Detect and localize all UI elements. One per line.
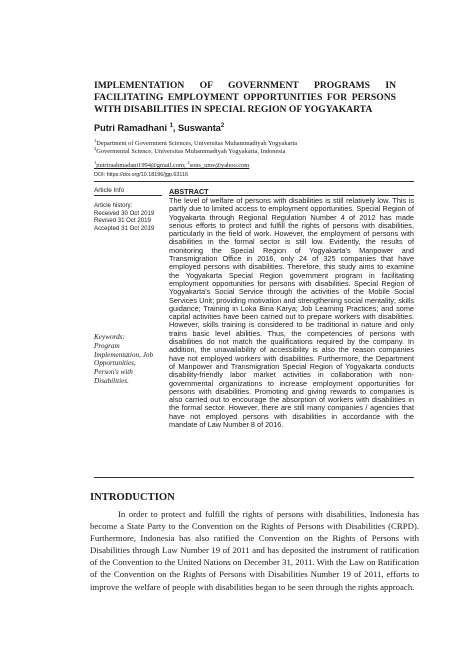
revised-date: Revised 31 Oct 2019 [94, 217, 151, 225]
author-superscript: 1 [169, 123, 173, 129]
affiliation-2 [94, 145, 285, 156]
introduction-heading: INTRODUCTION [90, 492, 175, 503]
divider-bottom [94, 477, 414, 478]
email-link[interactable]: sons_unw@yahoo.com [189, 162, 250, 170]
affiliation-superscript: 1 [94, 138, 97, 143]
email-link[interactable]: putriraahmadani1994@gmail.com [96, 162, 184, 170]
affiliation-text: Department of Government Sciences, Universitas Muhammadiyah Yogyakarta [96, 140, 298, 148]
author-superscript: 2 [220, 123, 225, 129]
divider-top [94, 181, 414, 182]
received-date: Received 30 Oct 2019 [94, 209, 155, 217]
email-superscript: 1 [94, 160, 97, 165]
author-line: Putri Ramadhani $^1$, Suswanta$^2$ [94, 123, 225, 134]
affiliation-text: Govermental Science, Universitas Muhammadiyah Yogyakarta, Indonesia [96, 148, 286, 156]
article-history [94, 202, 154, 233]
email-superscript: 2 [187, 160, 190, 165]
email-line: $^1$putriraahmadani1994@gmail.com; $^2$sons_unw@yahoo.com [94, 160, 250, 170]
author-name: Suswanta [178, 123, 221, 134]
abstract-body: The level of welfare of persons with disabilities is still relatively low. This is partly due to limited access to employment opportunities. Special Region of Yogyakarta through Regional Regulation Number 4 of 2012 has made serious efforts to protect and fulfill the rights of persons with disabilities, particularly in the field of work. However, the employment of persons with disabilities in the formal sector is still low. Evidently, the results of monitoring the Special Region of Yogyakarta's Manpower and Transmigration Office in 2016, only 24 of 325 companies that have employed persons with disabilities. Therefore, this study aims to examine the Yogyakarta Special Region government program in facilitating employment opportunities for persons with disabilities. Special Region of Yogyakarta's Social Service through the activities of the Mobile Social Services Unit; providing motivation and strengthening social mentality; skills guidance; Training in Loka Bina Karya; Job Learning Practices; and some capital activities have been carried out to prepare workers with disabilities. However, skills training is considered to be traditional in nature and only trains basic level abilities. Thus, the competencies of persons with disabilities do not match the qualifications required by the company. In addition, the unavailability of accessibility is also the reason companies have not employed workers with disabilities. Furthermore, the Department of Manpower and Transmigration Special Region of Yogyakarta conducts disability-friendly labor market activities in collaboration with non-governmental organizations to increase employment opportunities for persons with disabilities. Promoting and giving rewards to companies is also carried out to encourage the absorption of workers with disabilities in the formal sector. However, there are still many companies / agencies that have not employed persons with disabilities in accordance with the mandate of Law Number 8 of 2016. [169, 196, 414, 430]
doi-link[interactable]: DOI: https://doi.org/10.18196/jgp.63116 [94, 172, 189, 178]
article-info-label: Article Info [94, 187, 125, 194]
accepted-date: Accepted 31 Oct 2019 [94, 225, 155, 233]
keywords-text: Program Implementation, Job Opportunities, Person's with Disabilities. [94, 341, 154, 385]
keywords-block [94, 333, 158, 386]
divider-article-info [94, 195, 162, 196]
author-name: Putri Ramadhani [94, 123, 168, 134]
affiliation-superscript: 2 [94, 146, 97, 151]
history-label: Article history: [94, 202, 133, 209]
keywords-label: Keywords: [94, 333, 125, 341]
introduction-body: In order to protect and fulfill the rights of persons with disabilities, Indonesia has become a State Party to the Convention on the Rights of Persons with Disabilities (CRPD). Furthermore, Indonesia has also ratified the Convention on the Rights of Persons with Disabilities through Law Number 19 of 2011 and has deposited the instrument of ratification of the Convention to the United Nations on December 31, 2011. With the Law on Ratification of the Convention on the Rights of Persons with Disabilities Number 19 of 2011, efforts to improve the welfare of people with disabilities began to be seen through the rights approach. [90, 509, 419, 592]
abstract-heading: ABSTRACT [169, 187, 209, 196]
paper-title: IMPLEMENTATION OF GOVERNMENT PROGRAMS IN FACILITATING EMPLOYMENT OPPORTUNITIES FOR PERSONS WITH DISABILITIES IN SPECIAL REGION OF YOGYAKARTA [94, 80, 396, 115]
